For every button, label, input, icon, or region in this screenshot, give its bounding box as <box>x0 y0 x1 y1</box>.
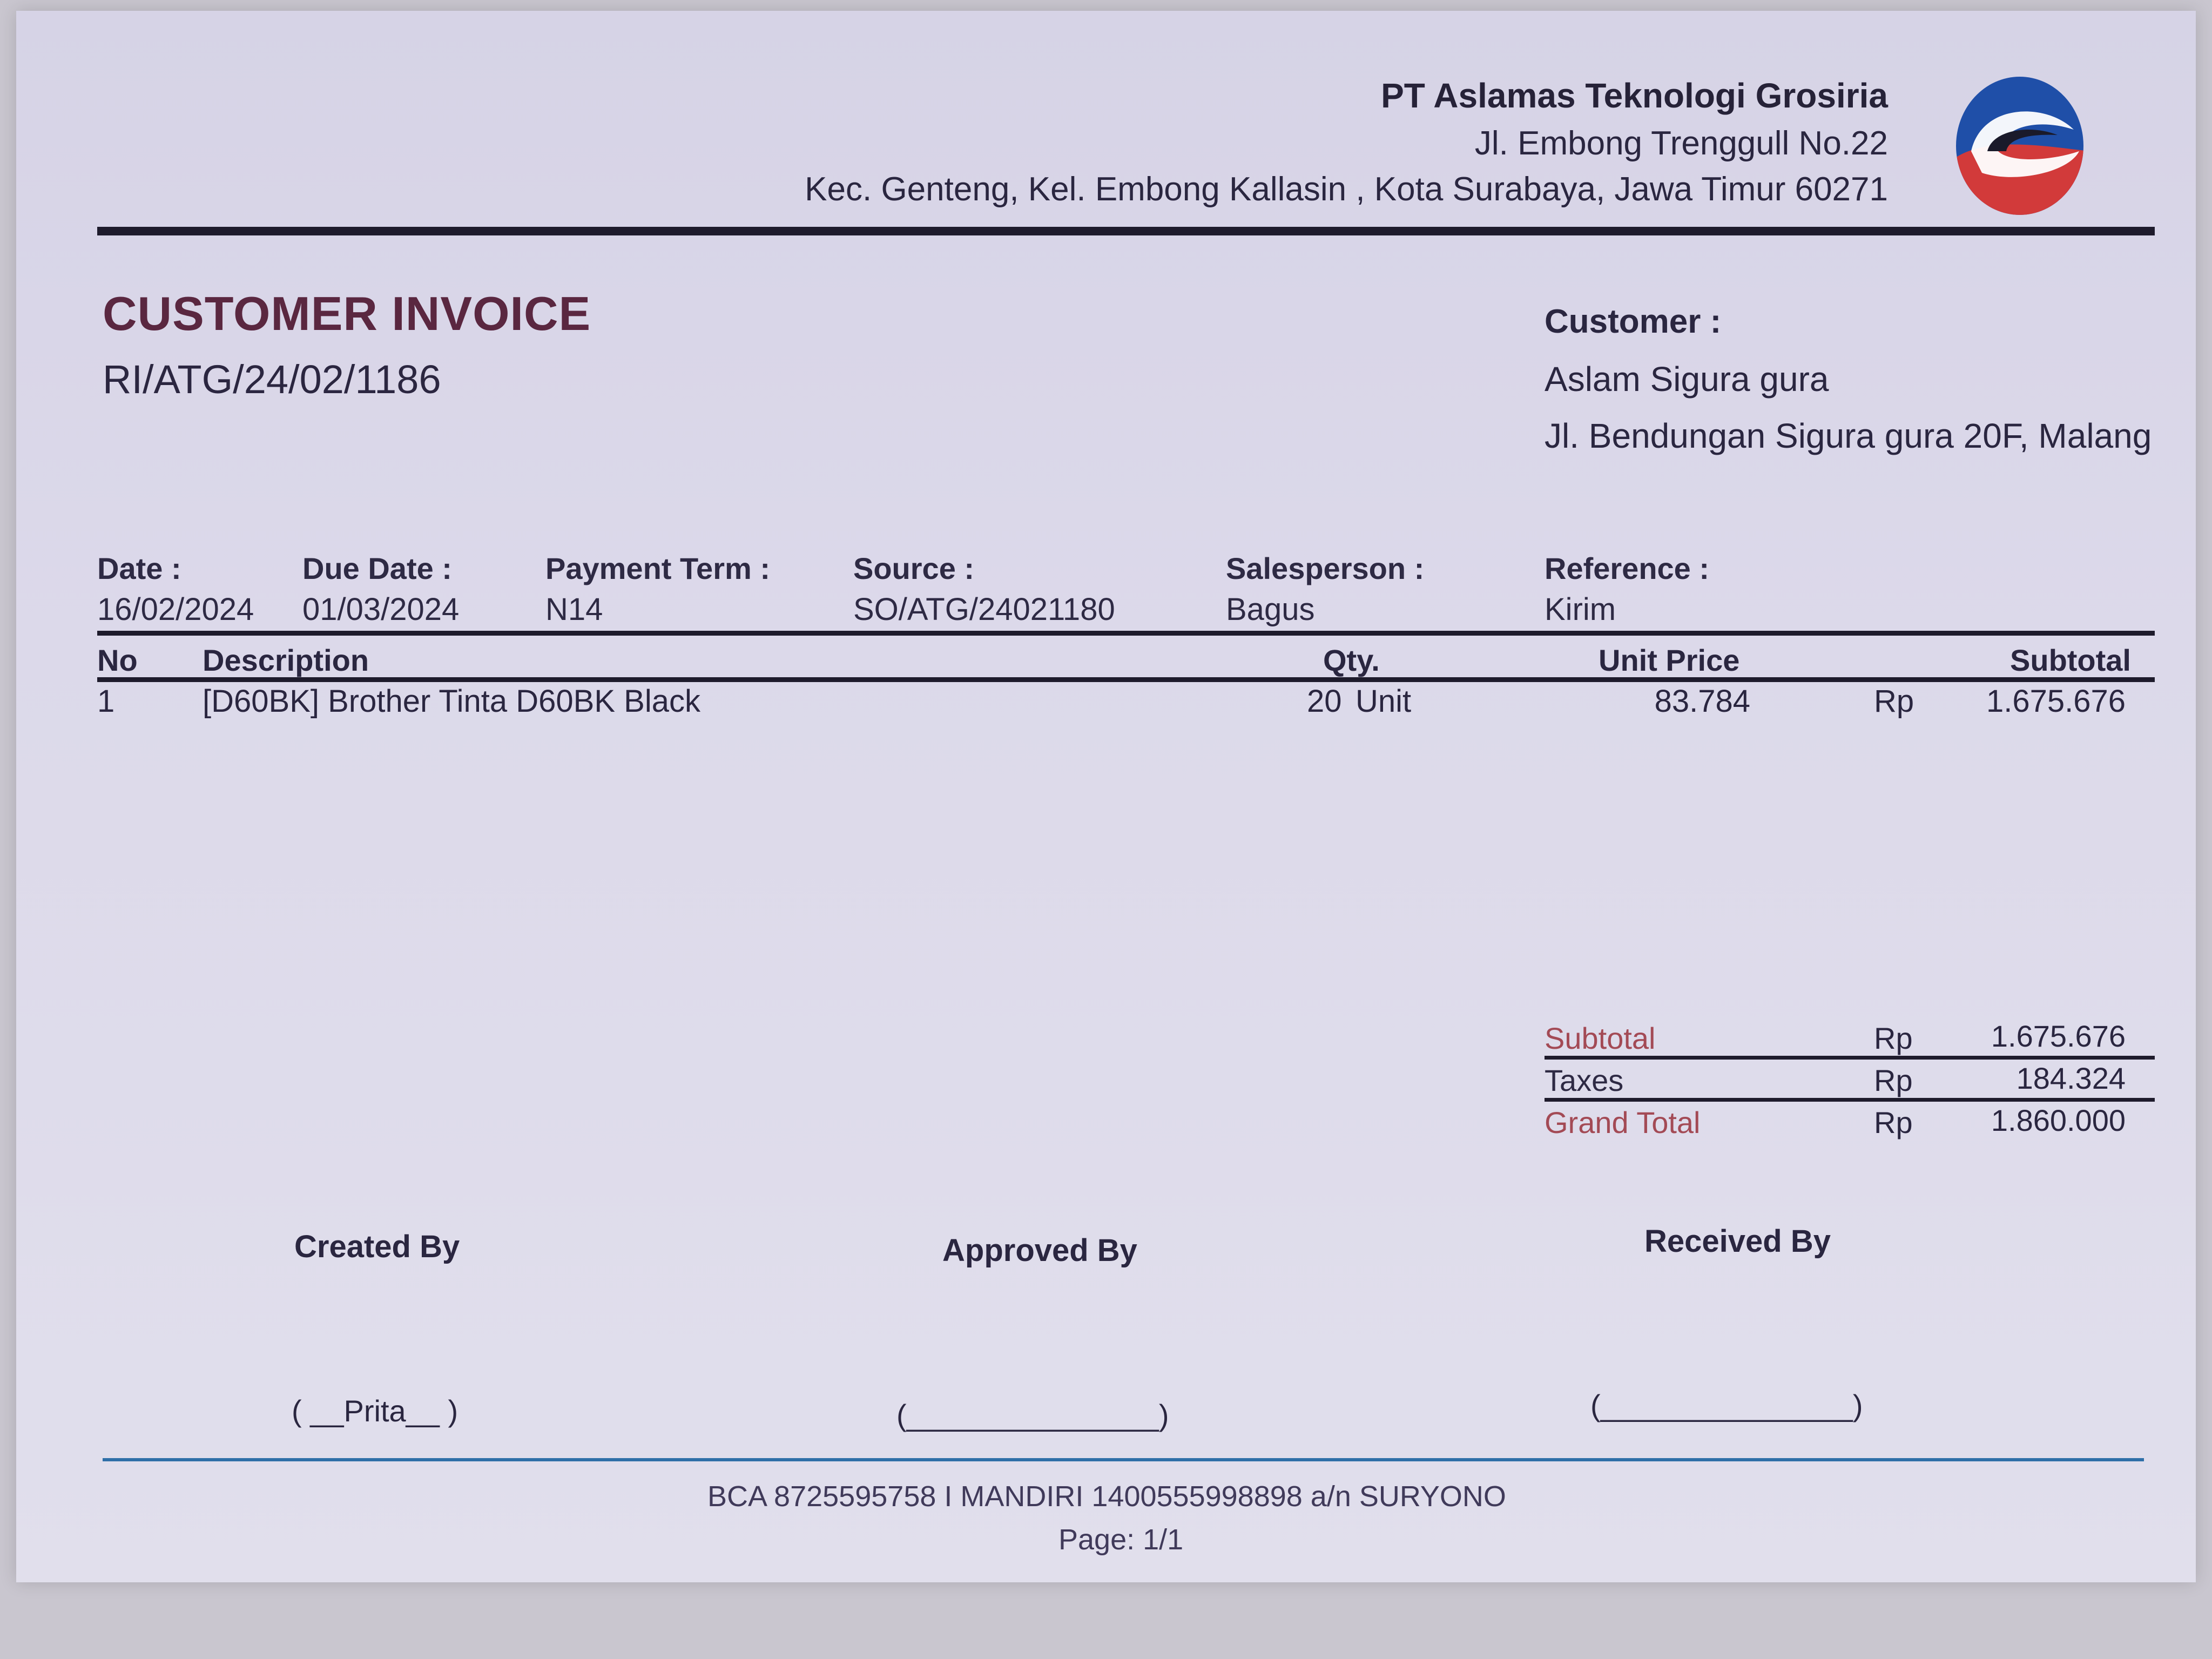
col-header-no: No <box>97 643 138 677</box>
company-name: PT Aslamas Teknologi Grosiria <box>1381 76 1888 115</box>
date-value: 16/02/2024 <box>97 592 254 627</box>
row-no: 1 <box>97 684 115 719</box>
payment-term-label: Payment Term : <box>545 551 770 585</box>
row-subtotal: 1.675.676 <box>1986 684 2126 719</box>
date-label: Date : <box>97 551 181 585</box>
source-label: Source : <box>853 551 975 585</box>
row-description: [D60BK] Brother Tinta D60BK Black <box>203 684 700 719</box>
totals-subtotal-currency: Rp <box>1874 1021 1913 1055</box>
reference-label: Reference : <box>1545 551 1710 585</box>
row-qty: 20 <box>1307 684 1342 719</box>
totals-taxes-value: 184.324 <box>2016 1061 2126 1095</box>
meta-divider <box>97 631 2155 636</box>
col-header-unit-price: Unit Price <box>1599 643 1740 677</box>
totals-grand-label: Grand Total <box>1545 1105 1701 1139</box>
col-header-description: Description <box>203 643 369 677</box>
created-by-name: ( __Prita__ ) <box>292 1394 458 1428</box>
source-value: SO/ATG/24021180 <box>853 592 1115 627</box>
salesperson-value: Bagus <box>1226 592 1315 627</box>
table-header-divider <box>97 677 2155 682</box>
approved-by-label: Approved By <box>942 1233 1137 1268</box>
invoice-title: CUSTOMER INVOICE <box>103 287 591 340</box>
totals-taxes-currency: Rp <box>1874 1063 1913 1097</box>
received-by-signature-line: (_______________) <box>1590 1388 1863 1422</box>
totals-grand-currency: Rp <box>1874 1105 1913 1139</box>
created-by-label: Created By <box>294 1229 460 1264</box>
payment-term-value: N14 <box>545 592 603 627</box>
footer-divider <box>103 1458 2144 1461</box>
company-address-line2: Kec. Genteng, Kel. Embong Kallasin , Kota Surabaya, Jawa Timur 60271 <box>805 171 1888 208</box>
totals-grand-value: 1.860.000 <box>1991 1103 2126 1137</box>
totals-subtotal-value: 1.675.676 <box>1991 1019 2126 1053</box>
col-header-subtotal: Subtotal <box>2010 643 2131 677</box>
totals-taxes-label: Taxes <box>1545 1063 1624 1097</box>
reference-value: Kirim <box>1545 592 1616 627</box>
customer-name: Aslam Sigura gura <box>1545 360 1829 399</box>
company-address-line1: Jl. Embong Trenggull No.22 <box>1474 125 1888 162</box>
totals-subtotal-label: Subtotal <box>1545 1021 1656 1055</box>
due-date-value: 01/03/2024 <box>302 592 460 627</box>
row-unit-price: 83.784 <box>1654 684 1750 719</box>
row-currency: Rp <box>1874 684 1914 719</box>
totals-divider-1 <box>1545 1056 2155 1060</box>
invoice-number: RI/ATG/24/02/1186 <box>103 357 441 402</box>
col-header-qty: Qty. <box>1323 643 1380 677</box>
company-logo-icon <box>1950 70 2090 221</box>
customer-label: Customer : <box>1545 303 1722 340</box>
totals-divider-2 <box>1545 1098 2155 1102</box>
received-by-label: Received By <box>1644 1224 1831 1259</box>
header-divider <box>97 227 2155 235</box>
row-unit: Unit <box>1355 684 1412 719</box>
due-date-label: Due Date : <box>302 551 452 585</box>
invoice-sheet <box>16 11 2196 1582</box>
approved-by-signature-line: (_______________) <box>896 1398 1169 1432</box>
bank-info: BCA 8725595758 I MANDIRI 1400555998898 a/n SURYONO <box>707 1480 1506 1513</box>
customer-address: Jl. Bendungan Sigura gura 20F, Malang <box>1545 416 2152 455</box>
salesperson-label: Salesperson : <box>1226 551 1425 585</box>
page-number: Page: 1/1 <box>1058 1523 1184 1556</box>
